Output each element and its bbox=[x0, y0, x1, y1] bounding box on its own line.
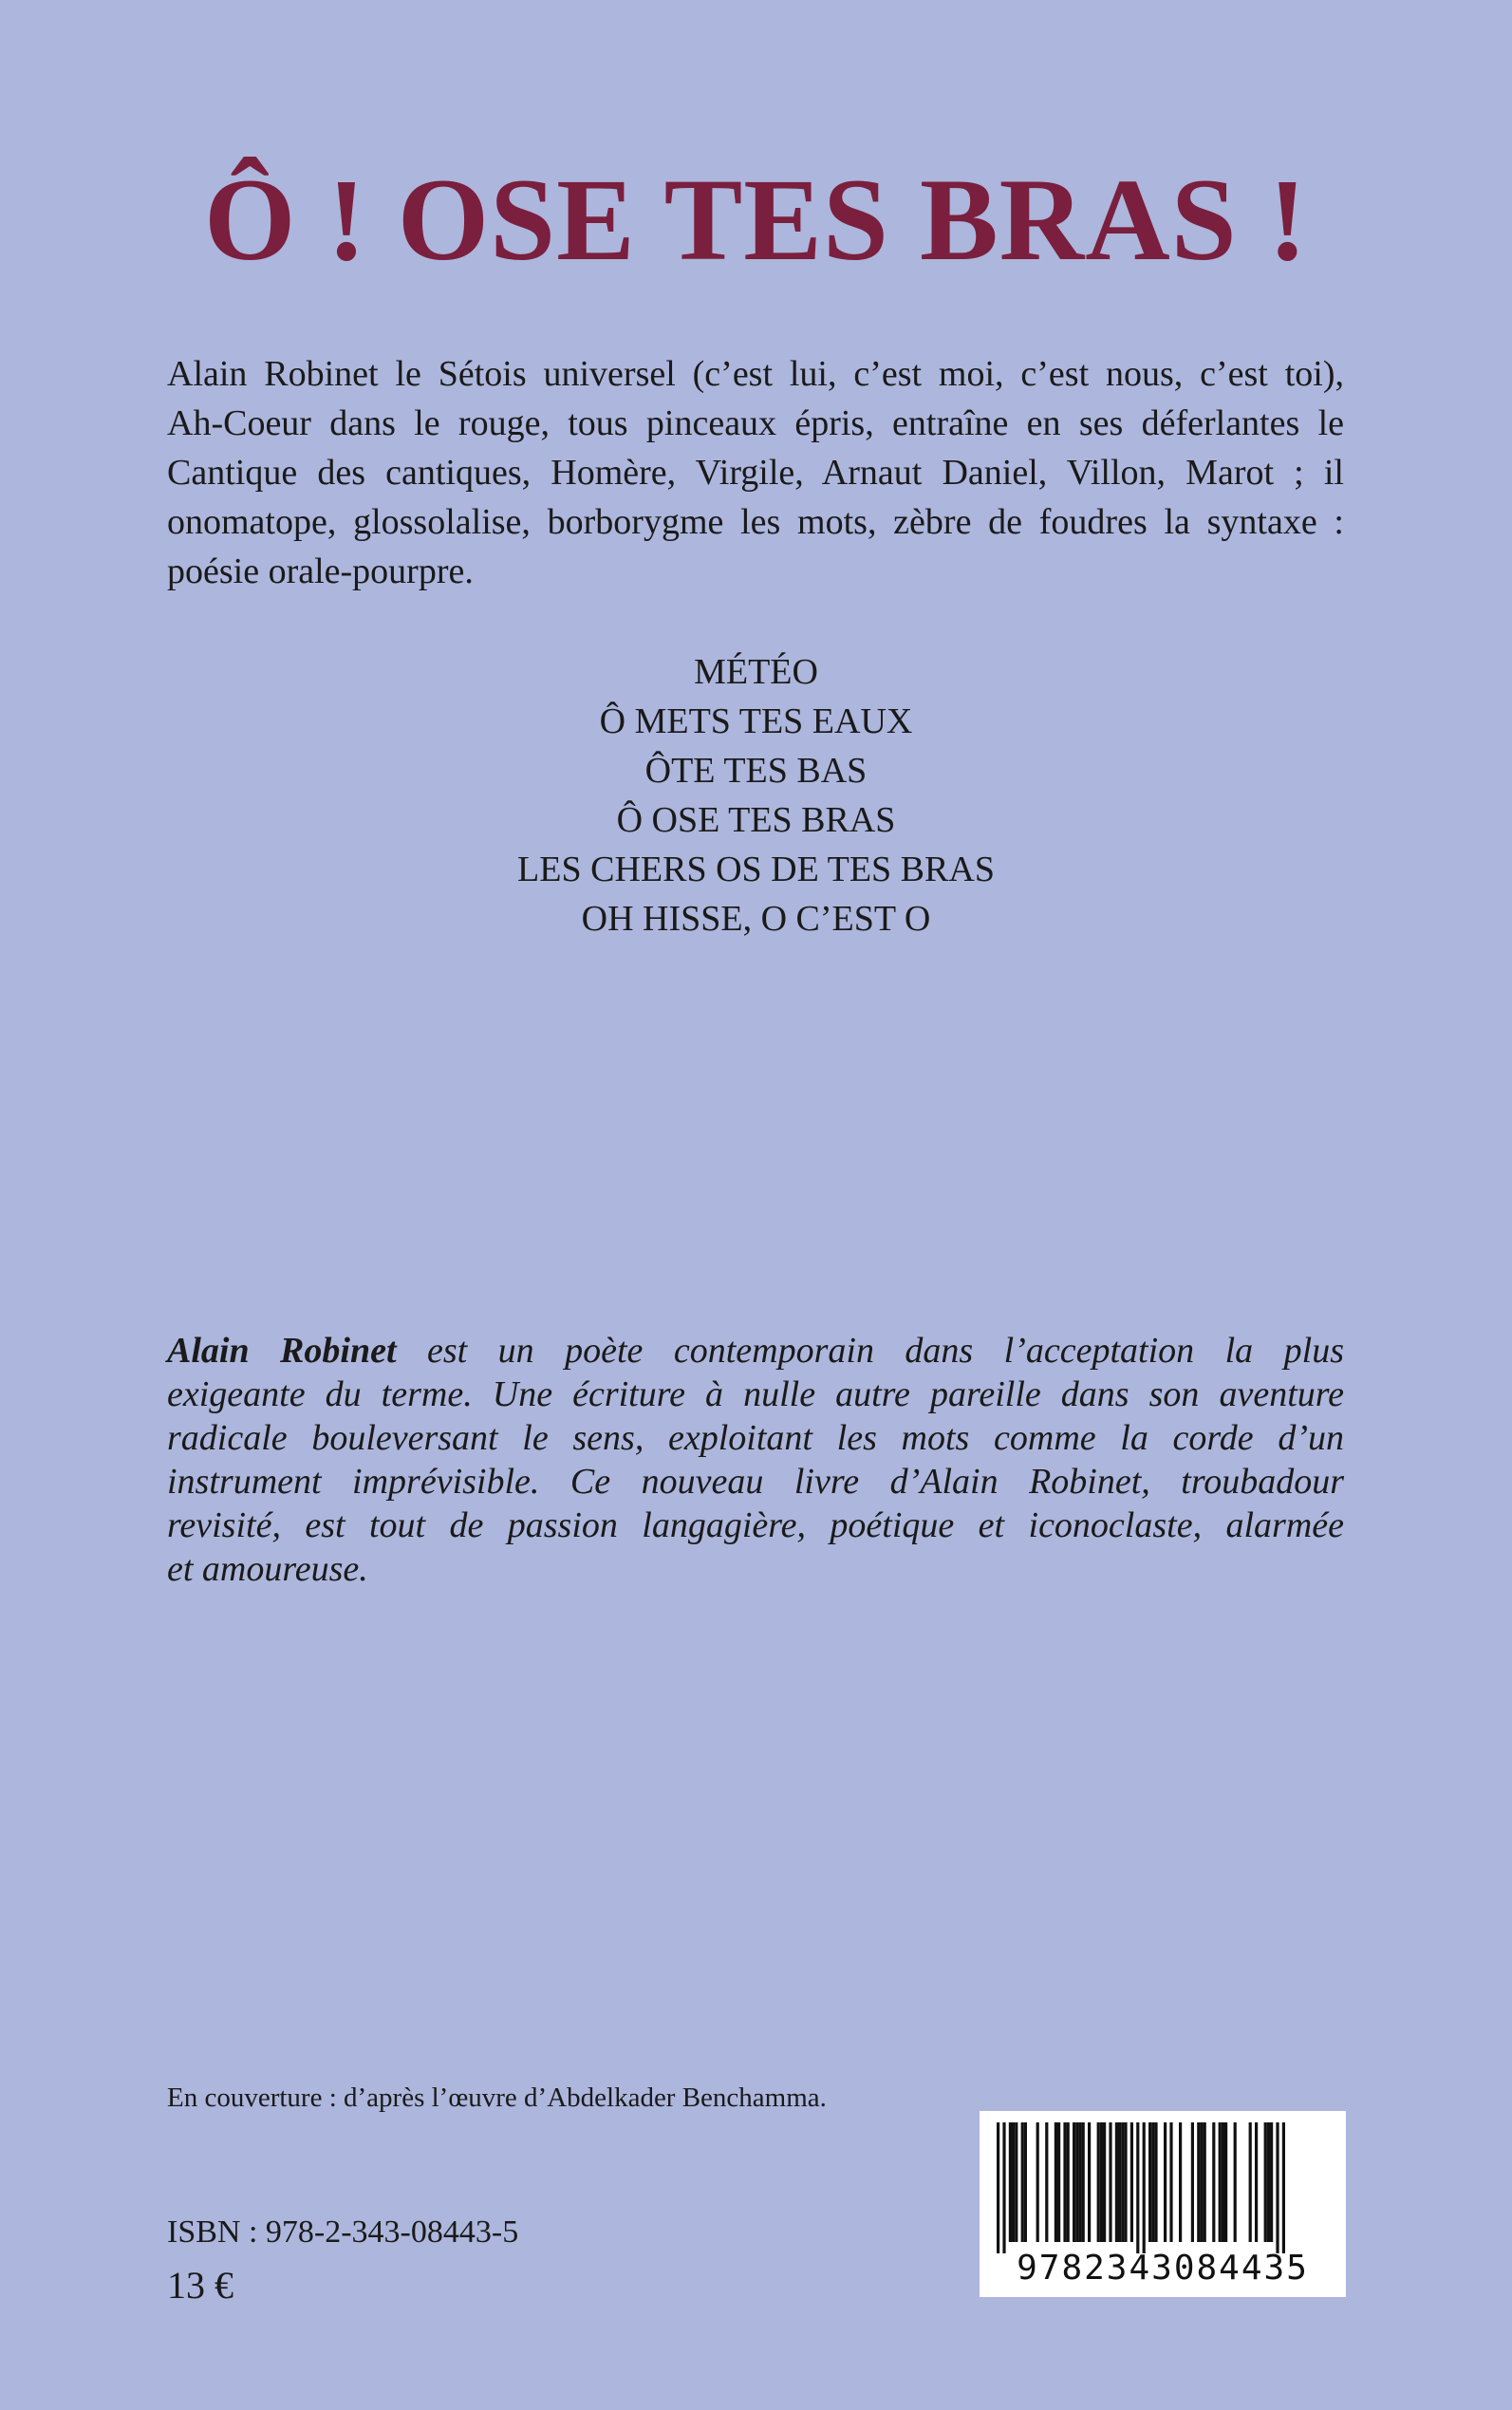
barcode-bar bbox=[1073, 2122, 1075, 2242]
bio-line: radicale bouleversant le sens, exploitant les mots comme la corde d’un bbox=[167, 1418, 1344, 1458]
bio-line-rest: est un poète contemporain dans l’acceptation la plus bbox=[396, 1331, 1344, 1371]
poem-excerpt bbox=[0, 647, 1512, 943]
barcode-bar bbox=[1075, 2122, 1078, 2242]
barcode-bar bbox=[1270, 2122, 1273, 2242]
barcode-bar bbox=[1055, 2122, 1057, 2242]
poem-line: LES CHERS OS DE TES BRAS bbox=[517, 850, 995, 889]
intro-line: Alain Robinet le Sétois universel (c’est lui, c’est moi, c’est nous, c’est toi), bbox=[167, 354, 1344, 394]
barcode bbox=[980, 2111, 1346, 2297]
barcode-bar bbox=[1045, 2122, 1048, 2242]
barcode-bar bbox=[1219, 2122, 1222, 2242]
barcode-bar bbox=[1151, 2122, 1154, 2242]
barcode-bar bbox=[1276, 2122, 1279, 2253]
author-bio bbox=[167, 1329, 1344, 1591]
barcode-bar bbox=[1130, 2122, 1133, 2242]
barcode-bar bbox=[1103, 2122, 1106, 2242]
barcode-bar bbox=[1234, 2122, 1237, 2242]
barcode-bar bbox=[1088, 2122, 1091, 2242]
barcode-bar bbox=[1002, 2122, 1005, 2253]
poem-line: OH HISSE, O C’EST O bbox=[581, 899, 931, 939]
barcode-bar bbox=[1012, 2122, 1015, 2242]
barcode-bar bbox=[1021, 2122, 1024, 2242]
intro-line: Cantique des cantiques, Homère, Virgile, Arnaut Daniel, Villon, Marot ; il bbox=[167, 453, 1344, 493]
intro-line: poésie orale-pourpre. bbox=[167, 551, 474, 591]
barcode-bars bbox=[980, 2111, 1346, 2253]
barcode-bar bbox=[1169, 2122, 1172, 2242]
barcode-bar bbox=[1036, 2122, 1039, 2242]
barcode-bar bbox=[1009, 2122, 1012, 2242]
barcode-bar bbox=[997, 2122, 999, 2253]
bio-line bbox=[167, 1329, 1344, 1373]
barcode-bar bbox=[1124, 2122, 1127, 2242]
barcode-bar bbox=[1255, 2122, 1258, 2242]
barcode-bar bbox=[1121, 2122, 1124, 2242]
barcode-digits: 9782343084435 bbox=[1017, 2249, 1309, 2288]
author-name: Alain Robinet bbox=[167, 1331, 397, 1371]
barcode-bar bbox=[1100, 2122, 1103, 2242]
bio-line: exigeante du terme. Une écriture à nulle autre pareille dans son aventure bbox=[167, 1374, 1344, 1414]
intro-line: Ah-Coeur dans le rouge, tous pinceaux épris, entraîne en ses déferlantes le bbox=[167, 403, 1344, 443]
intro-line: onomatope, glossolalise, borborygme les mots, zèbre de foudres la syntaxe : bbox=[167, 502, 1344, 542]
barcode-bar bbox=[1222, 2122, 1224, 2242]
isbn: ISBN : 978-2-343-08443-5 bbox=[167, 2214, 519, 2250]
barcode-bar bbox=[1057, 2122, 1060, 2242]
barcode-bar bbox=[1015, 2122, 1017, 2242]
barcode-bar bbox=[1154, 2122, 1157, 2242]
barcode-bar bbox=[1204, 2122, 1206, 2242]
poem-line: ÔTE TES BAS bbox=[644, 751, 868, 791]
barcode-bar bbox=[1024, 2122, 1027, 2242]
barcode-bar bbox=[1148, 2122, 1151, 2242]
barcode-bar bbox=[1078, 2122, 1081, 2242]
barcode-bar bbox=[1136, 2122, 1139, 2253]
barcode-bar bbox=[1212, 2122, 1215, 2242]
cover-credit: En couverture : d’après l’œuvre d’Abdelkader Benchamma. bbox=[167, 2083, 827, 2113]
barcode-bar bbox=[1063, 2122, 1066, 2242]
barcode-bar bbox=[1197, 2122, 1200, 2242]
poem-line: MÉTÉO bbox=[694, 652, 818, 692]
barcode-bar bbox=[1067, 2122, 1070, 2242]
barcode-bar bbox=[1249, 2122, 1252, 2242]
barcode-bar bbox=[1200, 2122, 1203, 2242]
barcode-bar bbox=[1282, 2122, 1285, 2253]
bio-line: instrument imprévisible. Ce nouveau livre d’Alain Robinet, troubadour bbox=[167, 1462, 1344, 1502]
bio-line: et amoureuse. bbox=[167, 1549, 368, 1589]
barcode-bar bbox=[1191, 2122, 1194, 2242]
barcode-bar bbox=[1143, 2122, 1146, 2253]
barcode-bar bbox=[1179, 2122, 1182, 2242]
barcode-bar bbox=[1118, 2122, 1121, 2242]
barcode-bar bbox=[1267, 2122, 1270, 2242]
barcode-bar bbox=[1082, 2122, 1085, 2242]
barcode-bar bbox=[1164, 2122, 1167, 2242]
barcode-bar bbox=[1109, 2122, 1111, 2242]
price: 13 € bbox=[167, 2264, 233, 2307]
barcode-bar bbox=[1224, 2122, 1227, 2242]
barcode-bar bbox=[1115, 2122, 1118, 2242]
poem-line: Ô METS TES EAUX bbox=[599, 701, 913, 741]
bio-line: revisité, est tout de passion langagière, poétique et iconoclaste, alarmée bbox=[167, 1505, 1344, 1545]
book-title: Ô ! OSE TES BRAS ! bbox=[203, 155, 1309, 285]
barcode-bar bbox=[1264, 2122, 1267, 2242]
intro-paragraph bbox=[167, 349, 1344, 596]
poem-line: Ô OSE TES BRAS bbox=[616, 800, 896, 840]
barcode-bar bbox=[1097, 2122, 1100, 2242]
